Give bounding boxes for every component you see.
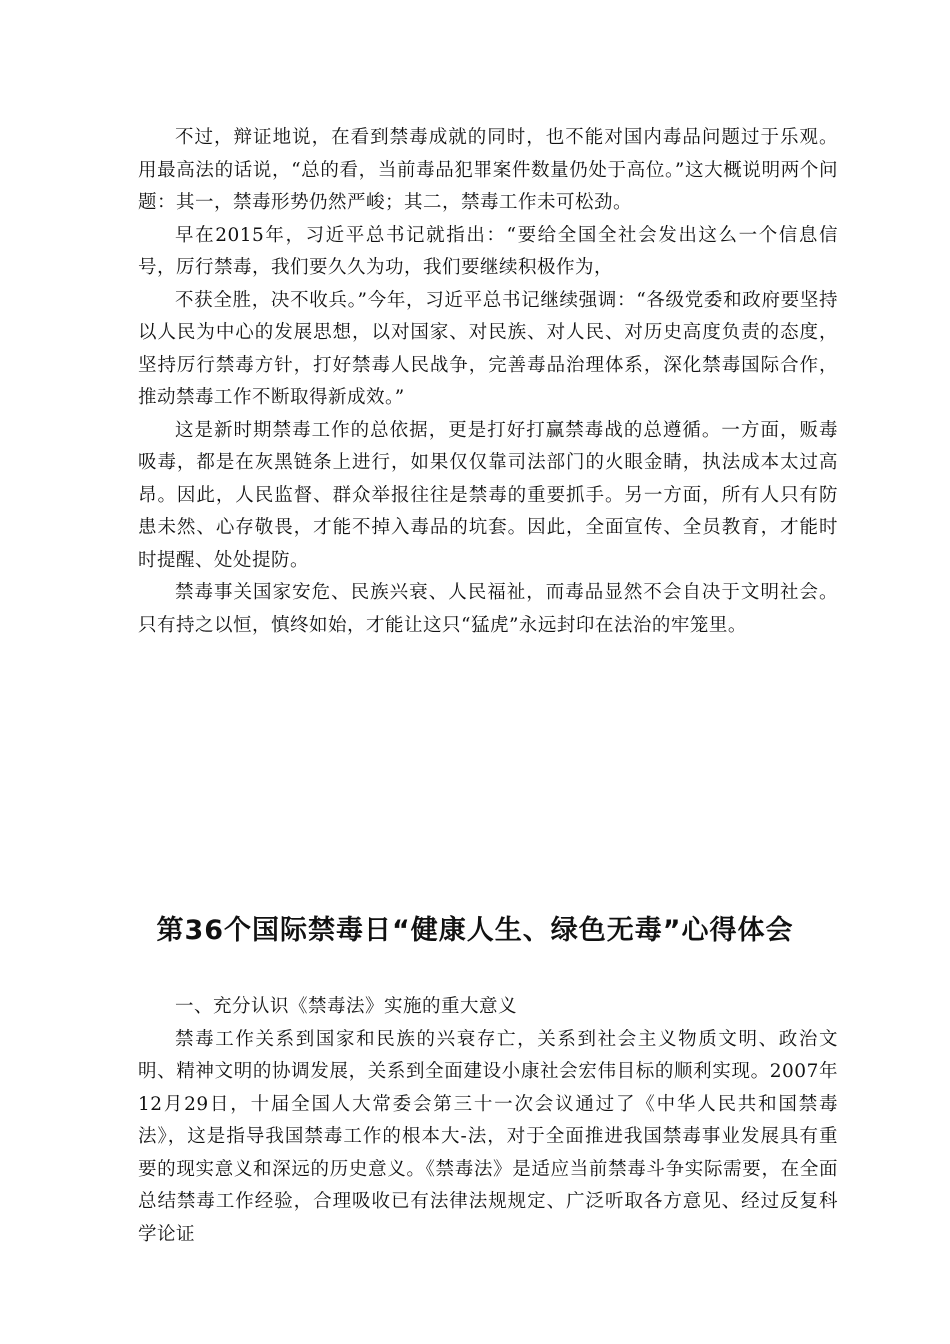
paragraph: 禁毒事关国家安危、民族兴衰、人民福祉，而毒品显然不会自决于文明社会。只有持之以恒，慎终如始，才能让这只“猛虎”永远封印在法治的牢笼里。 <box>138 582 838 636</box>
bottom-section <box>138 991 838 1251</box>
top-section <box>138 122 838 642</box>
paragraph: 这是新时期禁毒工作的总依据，更是打好打赢禁毒战的总遵循。一方面，贩毒吸毒，都是在灰黑链条上进行，如果仅仅靠司法部门的火眼金睛，执法成本太过高昂。因此，人民监督、群众举报往往是禁毒的重要抓手。另一方面，所有人只有防患未然、心存敬畏，才能不掉入毒品的坑套。因此，全面宣传、全员教育，才能时时提醒、处处提防。 <box>138 419 838 571</box>
paragraph: 不获全胜，决不收兵。”今年，习近平总书记继续强调：“各级党委和政府要坚持以人民为中心的发展思想，以对国家、对民族、对人民、对历史高度负责的态度，坚持厉行禁毒方针，打好禁毒人民战争，完善毒品治理体系，深化禁毒国际合作，推动禁毒工作不断取得新成效。” <box>138 289 838 408</box>
document-title: 第36个国际禁毒日“健康人生、绿色无毒”心得体会 <box>156 915 794 946</box>
paragraph: 禁毒工作关系到国家和民族的兴衰存亡，关系到社会主义物质文明、政治文明、精神文明的协调发展，关系到全面建设小康社会宏伟目标的顺利实现。2007年12月29日，十届全国人大常委会第三十一次会议通过了《中华人民共和国禁毒法》，这是指导我国禁毒工作的根本大-法，对于全面推进我国禁毒事业发展具有重要的现实意义和深远的历史意义。《禁毒法》是适应当前禁毒斗争实际需要，在全面总结禁毒工作经验，合理吸收已有法律法规规定、广泛听取各方意见、经过反复科学论证 <box>138 1028 838 1245</box>
paragraph: 早在2015年，习近平总书记就指出：“要给全国全社会发出这么一个信息信号，厉行禁毒，我们要久久为功，我们要继续积极作为， <box>138 224 838 278</box>
paragraph: 不过，辩证地说，在看到禁毒成就的同时，也不能对国内毒品问题过于乐观。用最高法的话说，“总的看，当前毒品犯罪案件数量仍处于高位。”这大概说明两个问题：其一，禁毒形势仍然严峻；其二，禁毒工作未可松劲。 <box>138 127 838 213</box>
section-heading: 一、充分认识《禁毒法》实施的重大意义 <box>175 996 518 1017</box>
